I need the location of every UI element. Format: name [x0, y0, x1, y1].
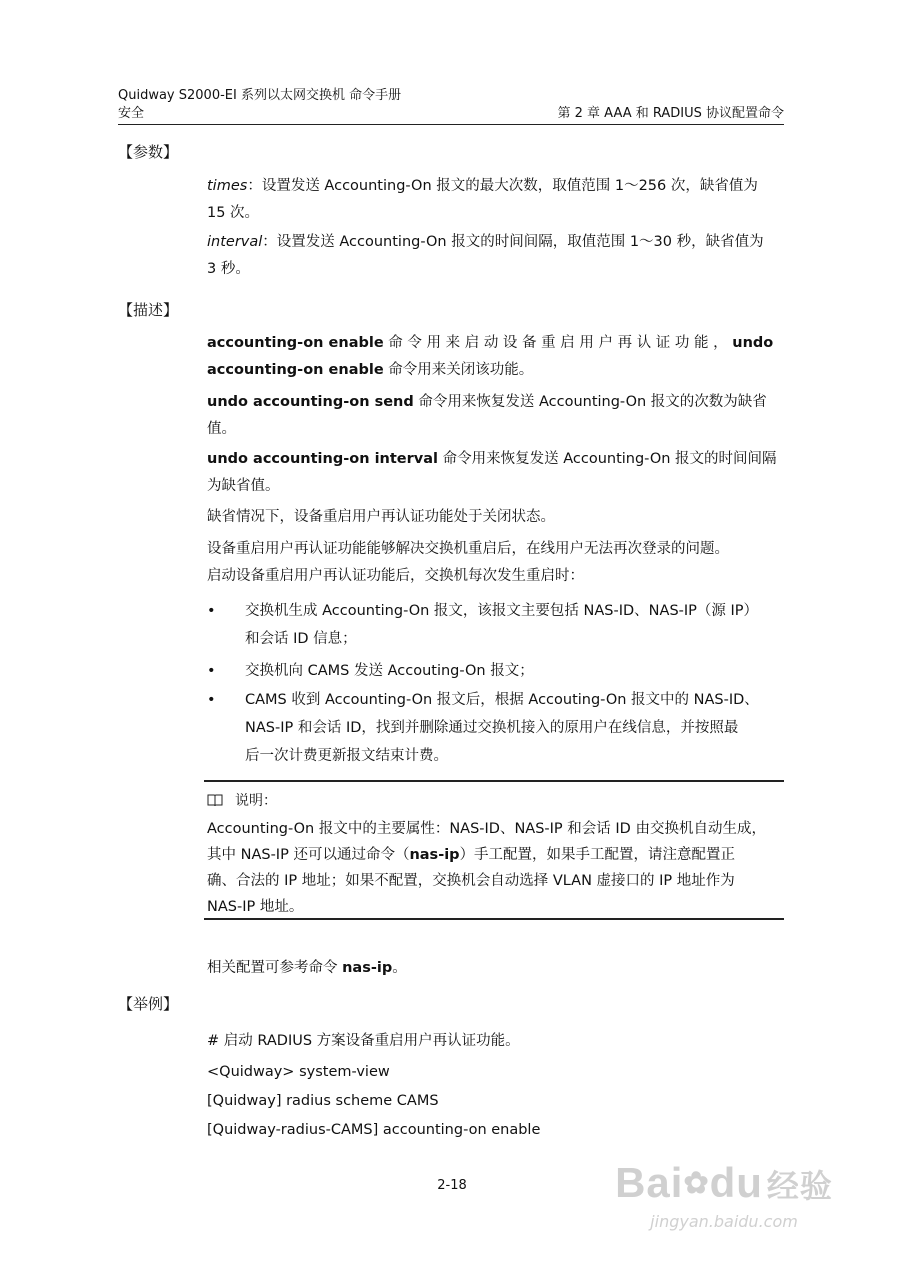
watermark-cn: 经验 — [766, 1168, 833, 1204]
param-interval — [207, 229, 783, 283]
desc-paragraph-4: 缺省情况下，设备重启用户再认证功能处于关闭状态。 — [207, 509, 555, 525]
desc-p3-text: 命令用来恢复发送 Accounting-On 报文的时间间隔 — [438, 451, 777, 467]
desc-paragraph-5 — [207, 536, 783, 590]
bullet-1-line-2: 和会话 ID 信息； — [245, 631, 357, 647]
bullet-3-line-1: CAMS 收到 Accounting-On 报文后，根据 Accouting-On 报文中的 NAS-ID、 — [245, 692, 759, 708]
param-interval-desc-2: 3 秒。 — [207, 261, 250, 277]
desc-p2-text2: 值。 — [207, 421, 236, 437]
bullet-1-line-1: 交换机生成 Accounting-On 报文，该报文主要包括 NAS-ID、NAS-IP（源 IP） — [245, 603, 759, 619]
note-label: 说明： — [235, 793, 277, 809]
header-divider — [118, 124, 784, 125]
param-times-desc-2: 15 次。 — [207, 205, 260, 221]
bullet-3-line-2: NAS-IP 和会话 ID，找到并删除通过交换机接入的原用户在线信息，并按照最 — [245, 720, 739, 736]
note-heading — [207, 792, 277, 810]
bullet-item-2 — [207, 657, 783, 685]
paw-icon: ✿ — [683, 1167, 710, 1200]
bullet-item-3 — [207, 686, 783, 770]
bullet-2-line-1: 交换机向 CAMS 发送 Accouting-On 报文； — [245, 663, 534, 679]
param-times-name: times — [207, 178, 248, 194]
cmd-accounting-on-enable: accounting-on enable — [207, 335, 384, 351]
header-chapter: 第 2 章 AAA 和 RADIUS 协议配置命令 — [557, 106, 784, 121]
page-number: 2-18 — [437, 1178, 467, 1193]
note-line-2a: 其中 NAS-IP 还可以通过命令（ — [207, 847, 410, 863]
desc-paragraph-2 — [207, 389, 783, 443]
params-heading: 【参数】 — [118, 143, 179, 161]
watermark-url: jingyan.baidu.com — [650, 1212, 798, 1231]
cmd-nas-ip: nas-ip — [409, 847, 460, 863]
cmd-accounting-on-enable-2: accounting-on enable — [207, 362, 384, 378]
example-line-3: [Quidway-radius-CAMS] accounting-on enable — [207, 1122, 541, 1138]
param-times — [207, 173, 783, 227]
watermark-brand: Bai — [615, 1159, 684, 1206]
header-product: Quidway S2000-EI 系列以太网交换机 命令手册 — [118, 88, 402, 103]
note-line-2b: ）手工配置，如果手工配置，请注意配置正 — [459, 847, 736, 863]
cmd-undo-accounting-on-interval: undo accounting-on interval — [207, 451, 438, 467]
book-icon — [207, 794, 223, 807]
note-line-3: 确、合法的 IP 地址；如果不配置，交换机会自动选择 VLAN 虚接口的 IP 地址作为 — [207, 873, 735, 889]
desc-p2-text: 命令用来恢复发送 Accounting-On 报文的次数为缺省 — [413, 394, 767, 410]
param-interval-name: interval — [207, 234, 263, 250]
description-heading: 【描述】 — [118, 301, 179, 319]
cmd-undo: undo — [732, 335, 774, 351]
param-interval-desc: ：设置发送 Accounting-On 报文的时间间隔，取值范围 1～30 秒，缺省值为 — [262, 234, 764, 250]
related-end: 。 — [392, 960, 407, 976]
desc-p1-text2: 命令用来关闭该功能。 — [383, 362, 534, 378]
bullet-3-line-3: 后一次计费更新报文结束计费。 — [245, 748, 448, 764]
bullet-icon: • — [207, 692, 216, 708]
example-heading: 【举例】 — [118, 995, 179, 1013]
cmd-undo-accounting-on-send: undo accounting-on send — [207, 394, 414, 410]
example-line-1: <Quidway> system-view — [207, 1064, 390, 1080]
header-section: 安全 — [118, 106, 145, 121]
desc-p1-text: 命 令 用 来 启 动 设 备 重 启 用 户 再 认 证 功 能 ， — [383, 335, 733, 351]
bullet-item-1 — [207, 597, 783, 653]
note-top-rule — [204, 780, 784, 782]
note-body — [207, 816, 783, 920]
note-bottom-rule — [204, 918, 784, 920]
desc-paragraph-1 — [207, 330, 783, 384]
note-line-4: NAS-IP 地址。 — [207, 899, 304, 915]
desc-p5-line1: 设备重启用户再认证功能能够解决交换机重启后，在线用户无法再次登录的问题。 — [207, 541, 729, 557]
desc-paragraph-3 — [207, 446, 783, 500]
related-cmd: nas-ip — [342, 960, 393, 976]
desc-p3-text2: 为缺省值。 — [207, 478, 280, 494]
related-config — [207, 955, 783, 982]
param-times-desc: ：设置发送 Accounting-On 报文的最大次数，取值范围 1～256 次，缺省值为 — [247, 178, 758, 194]
baidu-watermark — [604, 1158, 844, 1233]
example-line-2: [Quidway] radius scheme CAMS — [207, 1093, 439, 1109]
bullet-icon: • — [207, 603, 216, 619]
related-text: 相关配置可参考命令 — [207, 960, 343, 976]
example-comment: # 启动 RADIUS 方案设备重启用户再认证功能。 — [207, 1033, 520, 1049]
desc-p5-line2: 启动设备重启用户再认证功能后，交换机每次发生重启时： — [207, 568, 584, 584]
note-line-1: Accounting-On 报文中的主要属性：NAS-ID、NAS-IP 和会话 ID 由交换机自动生成， — [207, 821, 766, 837]
watermark-brand2: du — [709, 1159, 763, 1206]
bullet-icon: • — [207, 663, 216, 679]
